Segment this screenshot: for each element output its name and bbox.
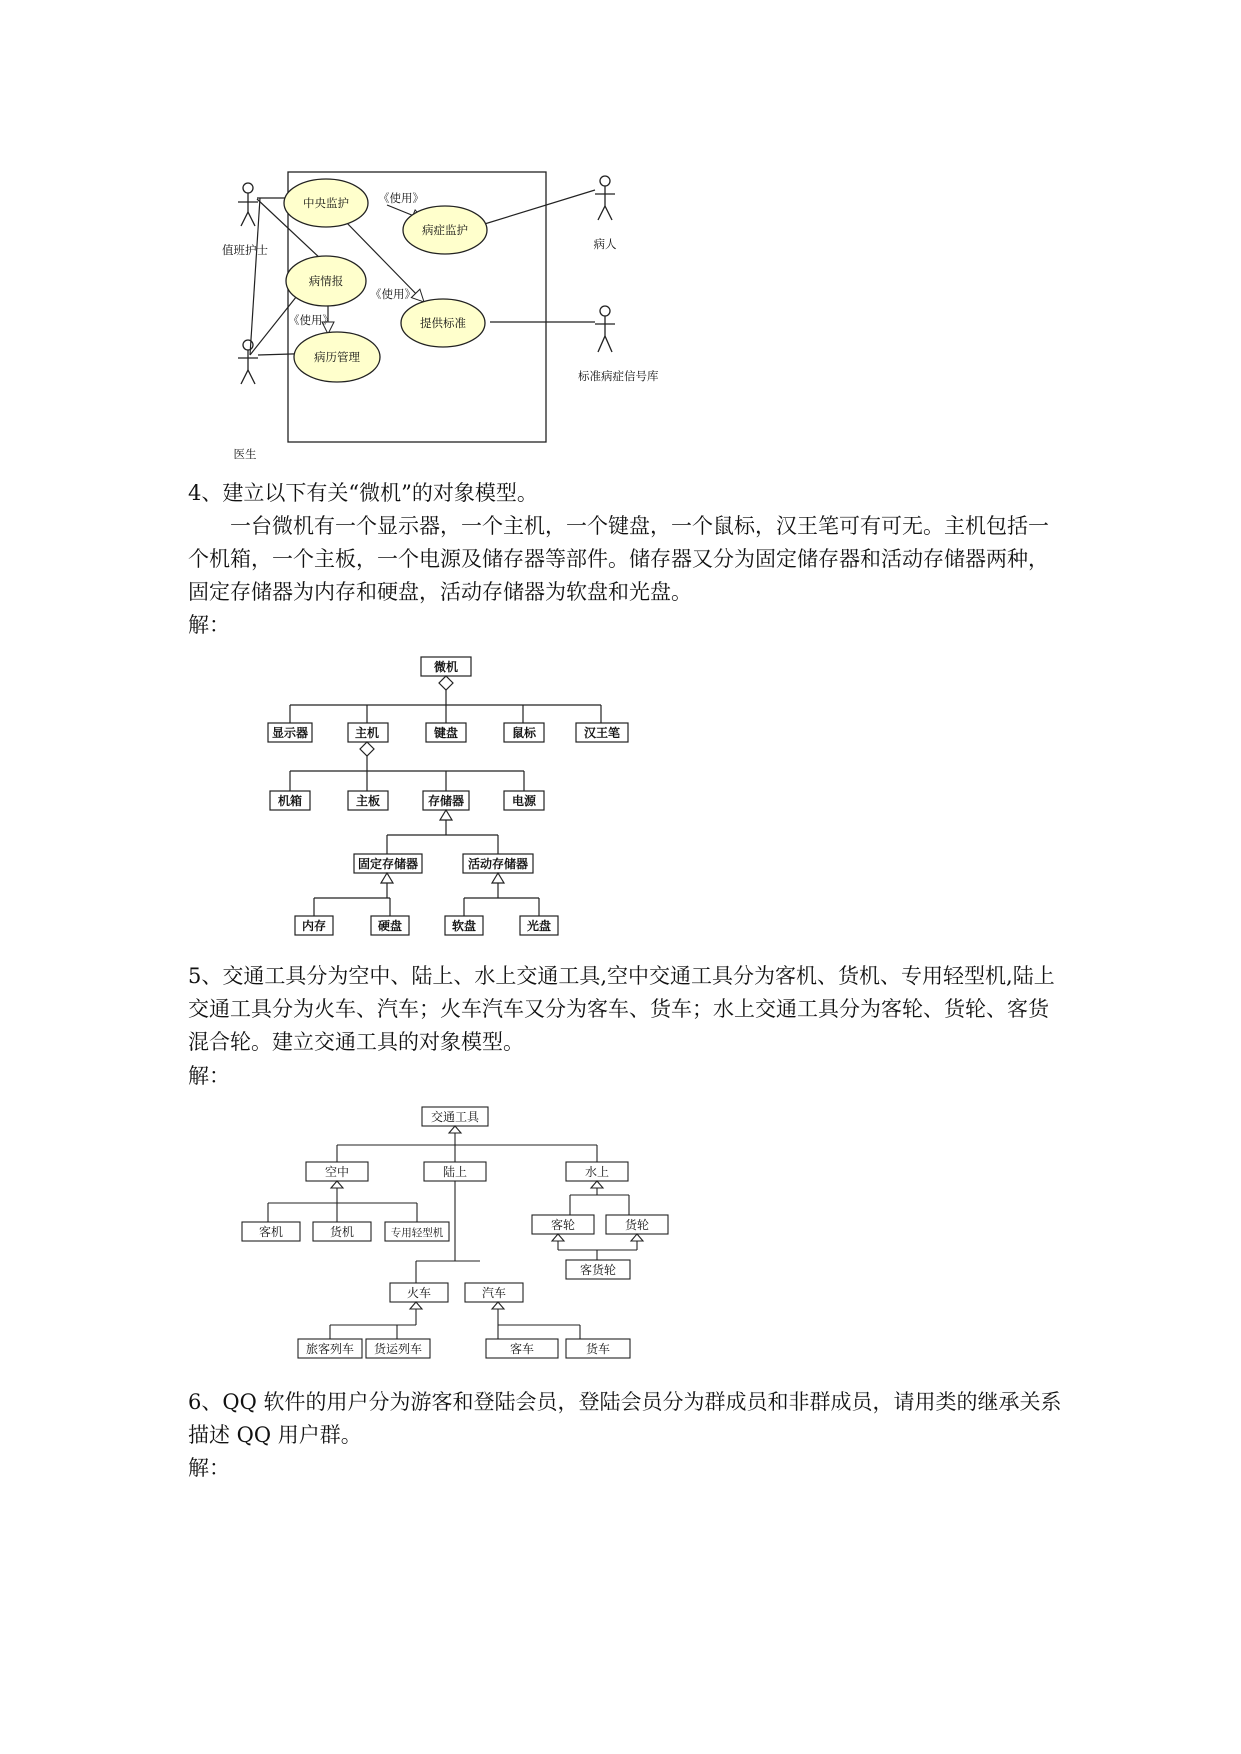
question-4-body: 一台微机有一个显示器，一个主机，一个键盘，一个鼠标，汉王笔可有可无。主机包括一个机箱，一个主板，一个电源及储存器等部件。储存器又分为固定储存器和活动存储器两种，固定存储器为内存和硬盘，活动存储器为软盘和光盘。 — [188, 514, 1049, 604]
class-label: 汽车 — [481, 1286, 507, 1300]
usecase-label: 病历管理 — [314, 350, 360, 364]
class-label: 专用轻型机 — [390, 1227, 444, 1239]
actor-signal-library — [595, 306, 615, 352]
actor-patient — [595, 176, 615, 220]
actor-doctor — [238, 340, 258, 384]
class-label: 显示器 — [271, 726, 309, 740]
class-label: 汉王笔 — [583, 726, 621, 740]
class-label: 陆上 — [442, 1165, 468, 1179]
actor-label: 医生 — [233, 447, 257, 461]
vehicle-object-model — [240, 1105, 680, 1365]
usecase-diagram — [200, 150, 660, 470]
uses-stereotype: 《使用》 — [378, 191, 424, 205]
actor-label: 病人 — [593, 237, 617, 251]
class-label: 交通工具 — [430, 1110, 480, 1124]
answer-label: 解： — [188, 1064, 230, 1088]
class-label: 货轮 — [624, 1218, 650, 1232]
class-label: 存储器 — [427, 794, 465, 808]
class-label: 水上 — [584, 1165, 610, 1179]
class-label: 货车 — [585, 1342, 611, 1356]
class-label: 鼠标 — [511, 726, 537, 740]
answer-label: 解： — [188, 1456, 230, 1480]
class-label: 货运列车 — [373, 1342, 423, 1356]
actor-label: 值班护士 — [222, 243, 268, 257]
class-label: 客机 — [258, 1225, 284, 1239]
answer-label: 解： — [188, 613, 230, 637]
class-label: 硬盘 — [377, 919, 403, 933]
class-label: 微机 — [433, 660, 459, 674]
class-label: 货机 — [329, 1225, 355, 1239]
class-label: 内存 — [301, 919, 327, 933]
class-label: 软盘 — [451, 919, 477, 933]
class-label: 火车 — [406, 1286, 432, 1300]
class-label: 空中 — [324, 1165, 350, 1179]
usecase-label: 提供标准 — [420, 316, 466, 330]
usecase-label: 病症监护 — [422, 223, 468, 237]
question-4-title: 4、建立以下有关“微机”的对象模型。 — [188, 481, 538, 505]
class-label: 活动存储器 — [467, 857, 529, 871]
uses-stereotype: 《使用》 — [370, 287, 416, 301]
usecase-label: 中央监护 — [303, 196, 349, 210]
class-label: 机箱 — [277, 794, 303, 808]
class-label: 旅客列车 — [305, 1342, 355, 1356]
usecase-label: 病情报 — [308, 274, 344, 288]
class-label: 客车 — [509, 1342, 535, 1356]
computer-object-model — [260, 655, 640, 950]
actor-label: 标准病症信号库 — [578, 369, 659, 383]
class-label: 主板 — [355, 794, 381, 808]
class-label: 键盘 — [433, 726, 459, 740]
question-6-body: 6、QQ 软件的用户分为游客和登陆会员，登陆会员分为群成员和非群成员，请用类的继承关系描述 QQ 用户群。 — [188, 1390, 1062, 1447]
class-label: 主机 — [354, 726, 380, 740]
class-label: 客轮 — [550, 1218, 576, 1232]
question-5-body: 5、交通工具分为空中、陆上、水上交通工具,空中交通工具分为客机、货机、专用轻型机,陆上交通工具分为火车、汽车；火车汽车又分为客车、货车；水上交通工具分为客轮、货轮、客货混合轮。建立交通工具的对象模型。 — [188, 964, 1055, 1054]
uses-stereotype: 《使用》 — [288, 313, 334, 327]
class-label: 客货轮 — [579, 1263, 617, 1277]
class-label: 电源 — [511, 794, 537, 808]
class-label: 光盘 — [526, 919, 552, 933]
class-label: 固定存储器 — [357, 857, 419, 871]
actor-nurse — [238, 183, 258, 226]
